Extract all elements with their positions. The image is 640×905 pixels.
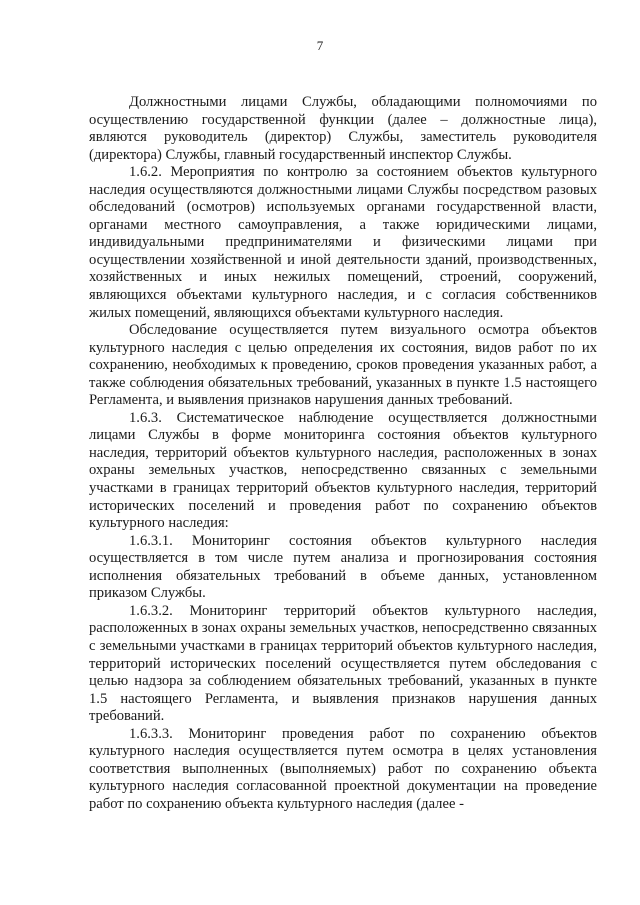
paragraph-1-6-2: 1.6.2. Мероприятия по контролю за состоянием объектов культурного наследия осуществляются должностными лицами Службы посредством разовых обследований (осмотров) используемых органами государственной власти, органами местного самоуправления, а также юридическими лицами, индивидуальными предпринимателями и физическими лицами при осуществлении хозяйственной и иной деятельности зданий, производственных, хозяйственных и иных нежилых помещений, строений, сооружений, являющихся объектами культурного наследия, и с согласия собственников жилых помещений, являющихся объектами культурного наследия.: [89, 164, 597, 321]
paragraph-1-6-3-3: 1.6.3.3. Мониторинг проведения работ по сохранению объектов культурного наследия осуществляется путем осмотра в целях установления соответствия выполненных (выполняемых) работ по сохранению объекта культурного наследия согласованной проектной документации на проведение работ по сохранению объекта культурного наследия (далее -: [89, 725, 597, 812]
paragraph-1-6-3-2: 1.6.3.2. Мониторинг территорий объектов культурного наследия, расположенных в зонах охраны земельных участков, непосредственно связанных с земельными участками в границах территорий объектов культурного наследия, территорий исторических поселений осуществляется путем обследования с целью надзора за соблюдением обязательных требований, указанных в пункте 1.5 настоящего Регламента, и выявления признаков нарушения данных требований.: [89, 602, 597, 725]
paragraph-inspection: Обследование осуществляется путем визуального осмотра объектов культурного наследия с целью определения их состояния, видов работ по их сохранению, необходимых к проведению, сроков проведения указанных работ, а также соблюдения обязательных требований, указанных в пункте 1.5 настоящего Регламента, и выявления признаков нарушения данных требований.: [89, 322, 597, 409]
page-number: 7: [316, 38, 324, 53]
paragraph-1-6-3: 1.6.3. Систематическое наблюдение осуществляется должностными лицами Службы в форме мониторинга состояния объектов культурного наследия, территорий объектов культурного наследия, расположенных в зонах охраны земельных участков, непосредственно связанных с земельными участками в границах территорий объектов культурного наследия, территорий исторических поселений и проведения работ по сохранению объектов культурного наследия:: [89, 409, 597, 532]
paragraph-1-6-3-1: 1.6.3.1. Мониторинг состояния объектов культурного наследия осуществляется в том числе путем анализа и прогнозирования состояния исполнения обязательных требований в объеме данных, установленном приказом Службы.: [89, 532, 597, 602]
paragraph-officials: Должностными лицами Службы, обладающими полномочиями по осуществлению государственной функции (далее – должностные лица), являются руководитель (директор) Службы, заместитель руководителя (директора) Службы, главный государственный инспектор Службы.: [89, 94, 597, 163]
document-body: [89, 94, 597, 813]
